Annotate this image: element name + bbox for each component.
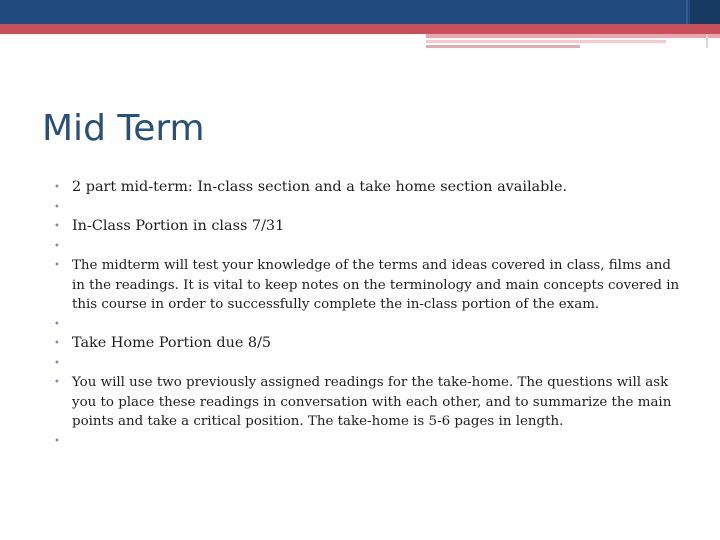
bullet-icon: • <box>54 318 60 330</box>
bullet-icon: • <box>54 357 60 369</box>
bullet-icon: • <box>54 377 60 388</box>
decorative-divider <box>706 34 708 48</box>
bullet-icon: • <box>54 338 60 349</box>
bullet-icon: • <box>54 435 60 447</box>
bullet-item <box>54 178 684 198</box>
bullet-item <box>54 334 684 354</box>
bullet-item <box>54 217 684 237</box>
bullet-item <box>54 373 684 432</box>
bullet-item <box>54 354 684 374</box>
bullet-item <box>54 256 684 315</box>
bullet-text: The midterm will test your knowledge of the terms and ideas covered in class, films and in the readings. It is vital to keep notes on the terminology and main concepts covered in this course in order to successfully complete the in-class portion of the exam. <box>72 258 680 312</box>
bullet-text: 2 part mid-term: In-class section and a take home section available. <box>72 179 568 195</box>
bullet-icon: • <box>54 201 60 213</box>
bullet-icon: • <box>54 221 60 232</box>
slide-title: Mid Term <box>42 108 205 149</box>
header-dark-block <box>690 0 720 24</box>
header-red-band <box>0 24 720 34</box>
bullet-text: You will use two previously assigned readings for the take-home. The questions will ask you to place these readings in conversation with each other, and to summarize the main points and take a critical position. The take-home is 5-6 pages in length. <box>72 375 672 429</box>
bullet-item <box>54 198 684 218</box>
bullet-item <box>54 315 684 335</box>
header-accent-line <box>686 0 688 24</box>
bullet-icon: • <box>54 240 60 252</box>
bullet-item <box>54 432 684 452</box>
bullet-text: In-Class Portion in class 7/31 <box>72 218 285 234</box>
decorative-line <box>426 45 580 48</box>
bullet-icon: • <box>54 260 60 271</box>
bullet-text: Take Home Portion due 8/5 <box>72 335 272 351</box>
bullet-icon: • <box>54 182 60 193</box>
decorative-line <box>426 34 720 38</box>
header-band <box>0 0 720 24</box>
bullet-list <box>54 178 684 451</box>
bullet-item <box>54 237 684 257</box>
decorative-line <box>426 40 666 43</box>
